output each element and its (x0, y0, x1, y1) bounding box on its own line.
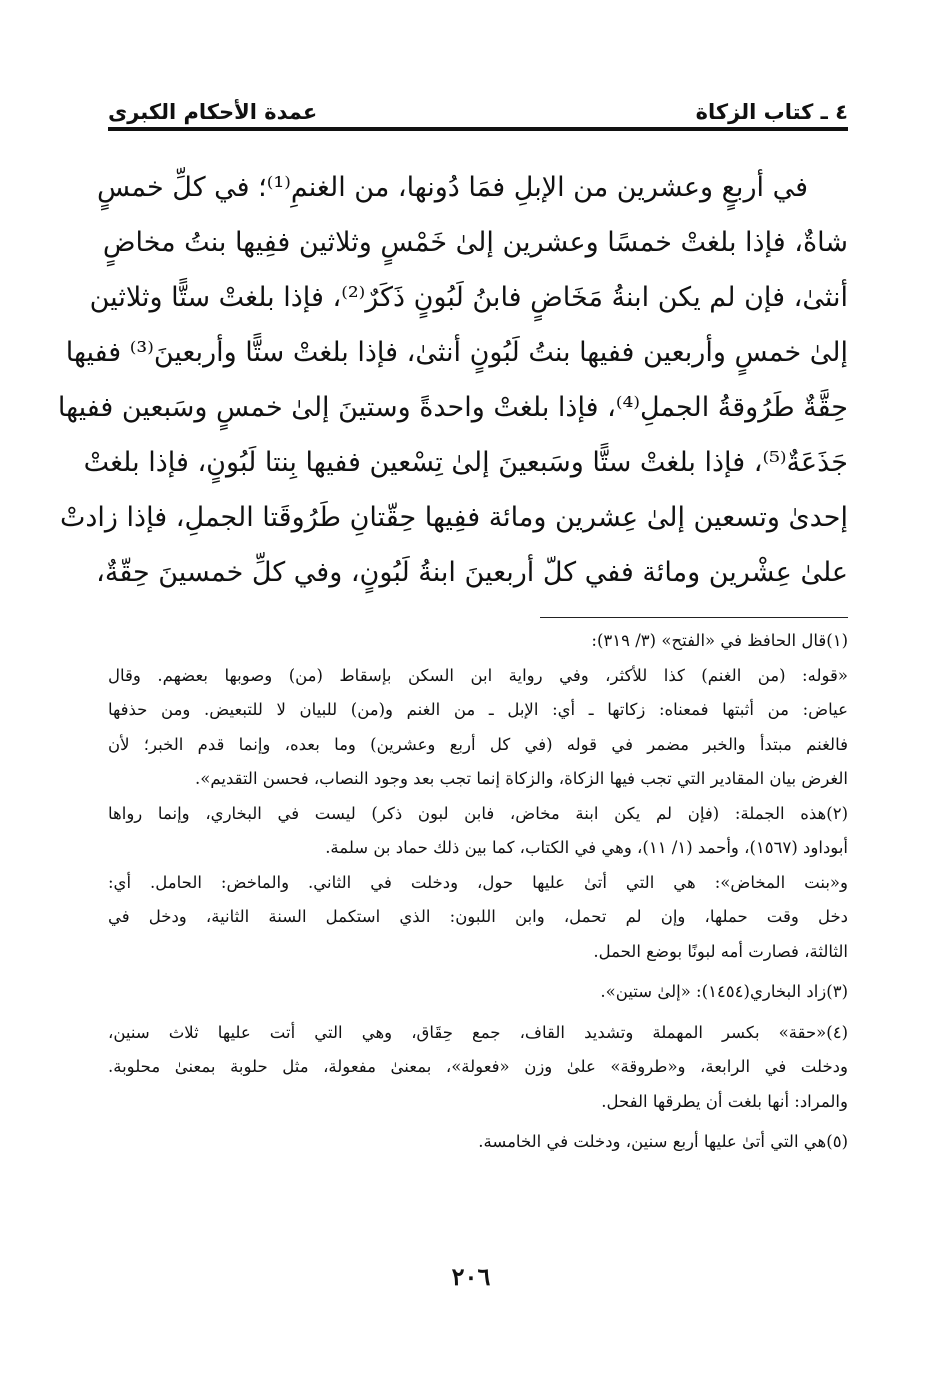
footnote-line: عياض: من أثبتها فمعناه: زكاتها ـ أي: الإبل ـ من الغنم و(من) للبيان لا للتبعيض. ومن حذفها (108, 700, 848, 719)
footnote-line: (٢)هذه الجملة: (فإن لم يكن ابنة مخاض، فابن لبون ذكر) ليست في البخاري، وإنما رواها (108, 803, 848, 823)
text-line: إلىٰ خمسٍ وأربعين ففيها بنتُ لَبُونٍ أنثىٰ، فإذا بلغتْ ستًّا وأربعينَ⁽³⁾ ففيها (65, 337, 848, 368)
footnote-line: و«بنت المخاض»: هي التي أتىٰ عليها حول، ودخلت في الثاني. والماخض: الحامل. أي: (108, 872, 848, 892)
text-line: شاةٌ، فإذا بلغتْ خمسًا وعشرين إلىٰ خَمْسٍ وثلاثين ففِيها بنتُ مخاضٍ (102, 227, 848, 258)
footnote-line: والمراد: أنها بلغت أن يطرقها الفحل. (601, 1091, 848, 1111)
footnote-line: «قوله: (من الغنم) كذا للأكثر، وفي رواية ابن السكن بإسقاط (من) وصوبها بعضهم. وقال (108, 665, 848, 685)
footnote-line: فالغنم مبتدأ والخبر مضمر في قوله (في كل أربع وعشرين) وما بعده، وإنما قدم الخبر؛ لأن (108, 734, 848, 754)
footnote-separator (540, 617, 848, 618)
text-line: جَذَعَةٌ⁽⁵⁾، فإذا بلغتْ ستًّا وسَبعينَ إلىٰ تِسْعين ففيها بِنتا لَبُونٍ، فإذا بلغتْ (83, 447, 848, 478)
text-line: إحدىٰ وتسعين إلىٰ عِشرين ومائة ففِيها حِقّتانِ طَرُوقَتا الجملِ، فإذا زادتْ (59, 502, 848, 533)
footnote-line: الغرض بيان المقادير التي تجب فيها الزكاة، والزكاة إنما تجب بعد وجود النصاب، فحسن التقديم». (195, 769, 848, 788)
text-line: في أربعٍ وعشرين من الإبلِ فمَا دُونها، من الغنمِ⁽¹⁾؛ في كلِّ خمسٍ (96, 172, 808, 203)
header-rule (108, 127, 848, 131)
footnote-line: دخل وقت حملها، وإن لم تحمل، وابن اللبون: الذي استكمل السنة الثانية، ودخل في (108, 907, 848, 926)
footnote-line: (١)قال الحافظ في «الفتح» (٣/ ٣١٩): (591, 631, 848, 650)
footnote-line: (٥)هي التي أتىٰ عليها أربع سنين، ودخلت في الخامسة. (478, 1132, 848, 1151)
page-number: ٢٠٦ (451, 1262, 491, 1291)
chapter-title: ٤ ـ كتاب الزكاة (695, 100, 848, 124)
text-line: علىٰ عِشْرين ومائة ففي كلّ أربعينَ ابنةُ لَبُونٍ، وفي كلِّ خمسينَ حِقّةٌ، (96, 557, 848, 588)
footnote-line: (٤)«حقة» بكسر المهملة وتشديد القاف، جمع حِقَاق، وهي التي أتت عليها ثلاث سنين، (108, 1022, 848, 1042)
footnote-line: الثالثة، فصارت أمه لبونًا بوضع الحمل. (593, 941, 848, 961)
footnote-line: أبوداود (١٥٦٧)، وأحمد (١/ ١١)، وهي في الكتاب، كما بين ذلك حماد بن سلمة. (325, 838, 848, 857)
running-header (108, 88, 848, 124)
text-line: حِقَّةٌ طَرُوقةُ الجملِ⁽⁴⁾، فإذا بلغتْ واحدةً وستينَ إلىٰ خمسٍ وسَبعين ففيها (57, 392, 848, 423)
main-text (57, 160, 848, 600)
footnote-line: (٣)زاد البخاري(١٤٥٤): «إلىٰ ستين». (600, 982, 848, 1001)
footnote-line: ودخلت في الرابعة، و«طروقة» علىٰ وزن «فعولة»، بمعنىٰ مفعولة، مثل حلوبة بمعنىٰ محلوبة. (108, 1057, 848, 1076)
text-line: أنثىٰ، فإن لم يكن ابنةُ مَخَاضٍ فابنُ لَبُونٍ ذَكَرٌ⁽²⁾، فإذا بلغتْ ستًّا وثلاثين (89, 282, 848, 313)
footnotes (108, 624, 848, 1160)
book-title: عمدة الأحكام الكبرى (108, 100, 318, 124)
